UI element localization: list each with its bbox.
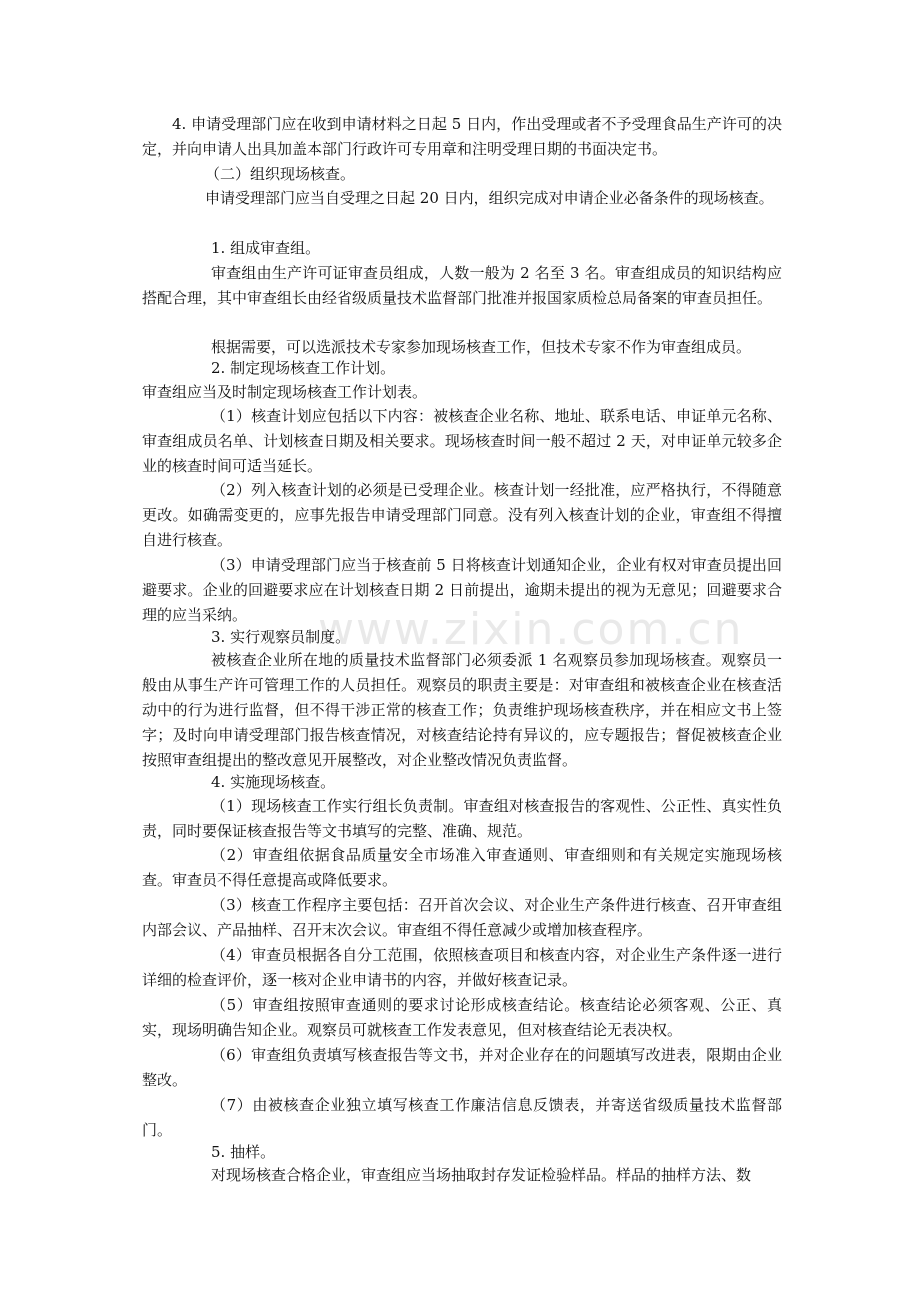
paragraph-7: 对现场核查合格企业，审查组应当场抽取封存发证检验样品。样品的抽样方法、数 bbox=[211, 1166, 752, 1184]
list-item-plan-1: （1）核查计划应包括以下内容：被核查企业名称、地址、联系电话、申证单元名称、审查组成员名单、计划核查日期及相关要求。现场核查时间一般不超过 2 天，对申证单元较多企业的核查时间可适当延长。 bbox=[142, 407, 782, 475]
watermark: www.zixin.com.cn bbox=[318, 604, 744, 655]
list-item-onsite-1: （1）现场核查工作实行组长负责制。审查组对核查报告的客观性、公正性、真实性负责，同时要保证核查报告等文书填写的完整、准确、规范。 bbox=[142, 797, 782, 840]
list-item-onsite-2: （2）审查组依据食品质量安全市场准入审查通则、审查细则和有关规定实施现场核查。审查员不得任意提高或降低要求。 bbox=[142, 846, 782, 889]
list-item-plan-3: （3）申请受理部门应当于核查前 5 日将核查计划通知企业，企业有权对审查员提出回避要求。企业的回避要求应在计划核查日期 2 日前提出，逾期未提出的视为无意见；回避要求合理的应当采纳。 bbox=[142, 556, 782, 624]
list-item-onsite-5: （5）审查组按照审查通则的要求讨论形成核查结论。核查结论必须客观、公正、真实，现场明确告知企业。观察员可就核查工作发表意见，但对核查结论无表决权。 bbox=[142, 996, 782, 1039]
subheading-3: 3. 实行观察员制度。 bbox=[211, 628, 351, 646]
list-item-onsite-4: （4）审查员根据各自分工范围，依照核查项目和核查内容，对企业生产条件逐一进行详细的检查评价，逐一核对企业申请书的内容，并做好核查记录。 bbox=[142, 946, 782, 989]
paragraph-1: 4. 申请受理部门应在收到申请材料之日起 5 日内，作出受理或者不予受理食品生产许可的决定，并向申请人出具加盖本部门行政许可专用章和注明受理日期的书面决定书。 bbox=[142, 115, 782, 158]
subheading-5: 5. 抽样。 bbox=[211, 1143, 276, 1161]
subheading-1: 1. 组成审查组。 bbox=[211, 239, 321, 257]
paragraph-5: 审查组应当及时制定现场核查工作计划表。 bbox=[142, 383, 428, 401]
subheading-4: 4. 实施现场核查。 bbox=[211, 773, 336, 791]
list-item-onsite-3: （3）核查工作程序主要包括：召开首次会议、对企业生产条件进行核查、召开审查组内部会议、产品抽样、召开末次会议。审查组不得任意减少或增加核查程序。 bbox=[142, 896, 782, 939]
paragraph-2: 申请受理部门应当自受理之日起 20 日内，组织完成对申请企业必备条件的现场核查。 bbox=[205, 189, 774, 207]
list-item-onsite-7: （7）由被核查企业独立填写核查工作廉洁信息反馈表，并寄送省级质量技术监督部门。 bbox=[142, 1096, 782, 1139]
paragraph-4: 根据需要，可以选派技术专家参加现场核查工作，但技术专家不作为审查组成员。 bbox=[211, 338, 752, 356]
list-item-onsite-6: （6）审查组负责填写核查报告等文书，并对企业存在的问题填写改进表，限期由企业整改。 bbox=[142, 1046, 782, 1089]
paragraph-3: 审查组由生产许可证审查员组成，人数一般为 2 名至 3 名。审查组成员的知识结构应搭配合理，其中审查组长由经省级质量技术监督部门批准并报国家质检总局备案的审查员担任。 bbox=[142, 264, 782, 307]
list-item-plan-2: （2）列入核查计划的必须是已受理企业。核查计划一经批准，应严格执行，不得随意更改。如确需变更的，应事先报告申请受理部门同意。没有列入核查计划的企业，审查组不得擅自进行核查。 bbox=[142, 481, 782, 549]
paragraph-6: 被核查企业所在地的质量技术监督部门必须委派 1 名观察员参加现场核查。观察员一般由从事生产许可管理工作的人员担任。观察员的职责主要是：对审查组和被核查企业在核查活动中的行为进行监督，但不得干涉正常的核查工作；负责维护现场核查秩序，并在相应文书上签字；及时向申请受理部门报告核查情况，对核查结论持有异议的，应专题报告；督促被核查企业按照审查组提出的整改意见开展整改，对企业整改情况负责监督。 bbox=[142, 651, 782, 769]
section-heading-2: （二）组织现场核查。 bbox=[205, 165, 356, 183]
subheading-2: 2. 制定现场核查工作计划。 bbox=[211, 359, 396, 377]
